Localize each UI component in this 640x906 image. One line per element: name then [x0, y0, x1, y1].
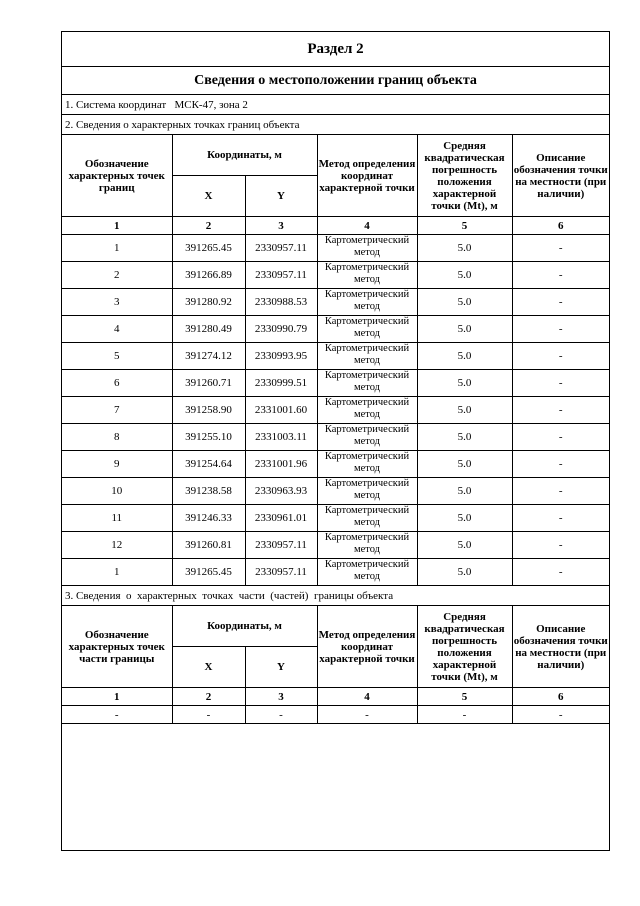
- part-boundary-points-table: [62, 606, 609, 724]
- coord-x: 391280.92: [172, 289, 245, 316]
- point-id: -: [62, 706, 172, 724]
- method: Картометрический метод: [317, 505, 417, 532]
- part2-heading: 3. Сведения о характерных точках части (частей) границы объекта: [62, 586, 609, 606]
- table-row: [62, 397, 609, 424]
- header-point-designation: Обозначение характерных точек части границы: [62, 606, 172, 688]
- table-row: [62, 451, 609, 478]
- description: -: [512, 235, 609, 262]
- table-row: [62, 370, 609, 397]
- table-row: [62, 706, 609, 724]
- error-value: 5.0: [417, 235, 512, 262]
- error-value: 5.0: [417, 289, 512, 316]
- section-title: Раздел 2: [62, 32, 609, 67]
- table-row: [62, 532, 609, 559]
- header-point-designation: Обозначение характерных точек границ: [62, 135, 172, 217]
- column-number: 6: [512, 688, 609, 706]
- description: -: [512, 559, 609, 586]
- column-number: 1: [62, 217, 172, 235]
- header-error: Средняя квадратическая погрешность положения характерной точки (Mt), м: [417, 606, 512, 688]
- coord-y: 2330957.11: [245, 262, 317, 289]
- error-value: 5.0: [417, 343, 512, 370]
- point-id: 8: [62, 424, 172, 451]
- table-row: [62, 478, 609, 505]
- description: -: [512, 316, 609, 343]
- coord-y: 2331003.11: [245, 424, 317, 451]
- description: -: [512, 424, 609, 451]
- method: Картометрический метод: [317, 397, 417, 424]
- method: -: [317, 706, 417, 724]
- point-id: 6: [62, 370, 172, 397]
- description: -: [512, 343, 609, 370]
- point-id: 10: [62, 478, 172, 505]
- error-value: 5.0: [417, 532, 512, 559]
- header-y: Y: [245, 176, 317, 217]
- coord-y: 2330957.11: [245, 235, 317, 262]
- method: Картометрический метод: [317, 289, 417, 316]
- coord-x: 391280.49: [172, 316, 245, 343]
- method: Картометрический метод: [317, 262, 417, 289]
- method: Картометрический метод: [317, 478, 417, 505]
- point-id: 9: [62, 451, 172, 478]
- coord-y: -: [245, 706, 317, 724]
- column-number: 3: [245, 217, 317, 235]
- method: Картометрический метод: [317, 370, 417, 397]
- point-id: 3: [62, 289, 172, 316]
- error-value: 5.0: [417, 505, 512, 532]
- table-row: [62, 343, 609, 370]
- coord-y: 2330990.79: [245, 316, 317, 343]
- method: Картометрический метод: [317, 424, 417, 451]
- point-id: 2: [62, 262, 172, 289]
- column-number: 2: [172, 688, 245, 706]
- error-value: 5.0: [417, 397, 512, 424]
- coord-y: 2330961.01: [245, 505, 317, 532]
- table-row: [62, 262, 609, 289]
- error-value: 5.0: [417, 424, 512, 451]
- column-number: 5: [417, 688, 512, 706]
- column-number: 1: [62, 688, 172, 706]
- point-id: 1: [62, 559, 172, 586]
- coord-y: 2330999.51: [245, 370, 317, 397]
- point-id: 7: [62, 397, 172, 424]
- header-y: Y: [245, 647, 317, 688]
- error-value: 5.0: [417, 451, 512, 478]
- method: Картометрический метод: [317, 316, 417, 343]
- column-number: 3: [245, 688, 317, 706]
- coord-x: 391255.10: [172, 424, 245, 451]
- coord-x: 391265.45: [172, 235, 245, 262]
- method: Картометрический метод: [317, 451, 417, 478]
- description: -: [512, 397, 609, 424]
- coord-x: 391238.58: [172, 478, 245, 505]
- description: -: [512, 532, 609, 559]
- table-row: [62, 235, 609, 262]
- coord-y: 2330957.11: [245, 559, 317, 586]
- coord-y: 2330957.11: [245, 532, 317, 559]
- header-method: Метод определения координат характерной точки: [317, 606, 417, 688]
- header-method: Метод определения координат характерной точки: [317, 135, 417, 217]
- document-frame: [61, 31, 610, 851]
- description: -: [512, 706, 609, 724]
- table-row: [62, 505, 609, 532]
- header-coordinates: Координаты, м: [172, 135, 317, 176]
- method: Картометрический метод: [317, 235, 417, 262]
- column-number: 5: [417, 217, 512, 235]
- error-value: 5.0: [417, 478, 512, 505]
- column-number: 6: [512, 217, 609, 235]
- column-number: 2: [172, 217, 245, 235]
- coord-y: 2331001.60: [245, 397, 317, 424]
- coord-x: 391265.45: [172, 559, 245, 586]
- table-row: [62, 559, 609, 586]
- description: -: [512, 262, 609, 289]
- header-x: X: [172, 647, 245, 688]
- coord-x: 391254.64: [172, 451, 245, 478]
- method: Картометрический метод: [317, 559, 417, 586]
- coord-x: 391266.89: [172, 262, 245, 289]
- coord-x: 391260.81: [172, 532, 245, 559]
- point-id: 11: [62, 505, 172, 532]
- error-value: 5.0: [417, 316, 512, 343]
- header-coordinates: Координаты, м: [172, 606, 317, 647]
- table-row: [62, 289, 609, 316]
- coord-x: 391258.90: [172, 397, 245, 424]
- coord-x: 391260.71: [172, 370, 245, 397]
- description: -: [512, 289, 609, 316]
- coord-y: 2330963.93: [245, 478, 317, 505]
- error-value: 5.0: [417, 262, 512, 289]
- error-value: 5.0: [417, 559, 512, 586]
- boundary-points-table: [62, 135, 609, 586]
- description: -: [512, 451, 609, 478]
- column-number: 4: [317, 217, 417, 235]
- header-description: Описание обозначения точки на местности (при наличии): [512, 606, 609, 688]
- coord-x: 391274.12: [172, 343, 245, 370]
- method: Картометрический метод: [317, 343, 417, 370]
- table-row: [62, 316, 609, 343]
- description: -: [512, 478, 609, 505]
- error-value: 5.0: [417, 370, 512, 397]
- point-id: 4: [62, 316, 172, 343]
- coord-y: 2331001.96: [245, 451, 317, 478]
- column-number: 4: [317, 688, 417, 706]
- header-x: X: [172, 176, 245, 217]
- description: -: [512, 505, 609, 532]
- coord-y: 2330988.53: [245, 289, 317, 316]
- part1-heading: 2. Сведения о характерных точках границ объекта: [62, 115, 609, 135]
- section-subtitle: Сведения о местоположении границ объекта: [62, 67, 609, 95]
- error-value: -: [417, 706, 512, 724]
- point-id: 5: [62, 343, 172, 370]
- coord-y: 2330993.95: [245, 343, 317, 370]
- coordinate-system: 1. Система координат МСК-47, зона 2: [62, 95, 609, 115]
- header-error: Средняя квадратическая погрешность положения характерной точки (Mt), м: [417, 135, 512, 217]
- table-row: [62, 424, 609, 451]
- description: -: [512, 370, 609, 397]
- header-description: Описание обозначения точки на местности (при наличии): [512, 135, 609, 217]
- coord-x: -: [172, 706, 245, 724]
- point-id: 1: [62, 235, 172, 262]
- method: Картометрический метод: [317, 532, 417, 559]
- point-id: 12: [62, 532, 172, 559]
- coord-x: 391246.33: [172, 505, 245, 532]
